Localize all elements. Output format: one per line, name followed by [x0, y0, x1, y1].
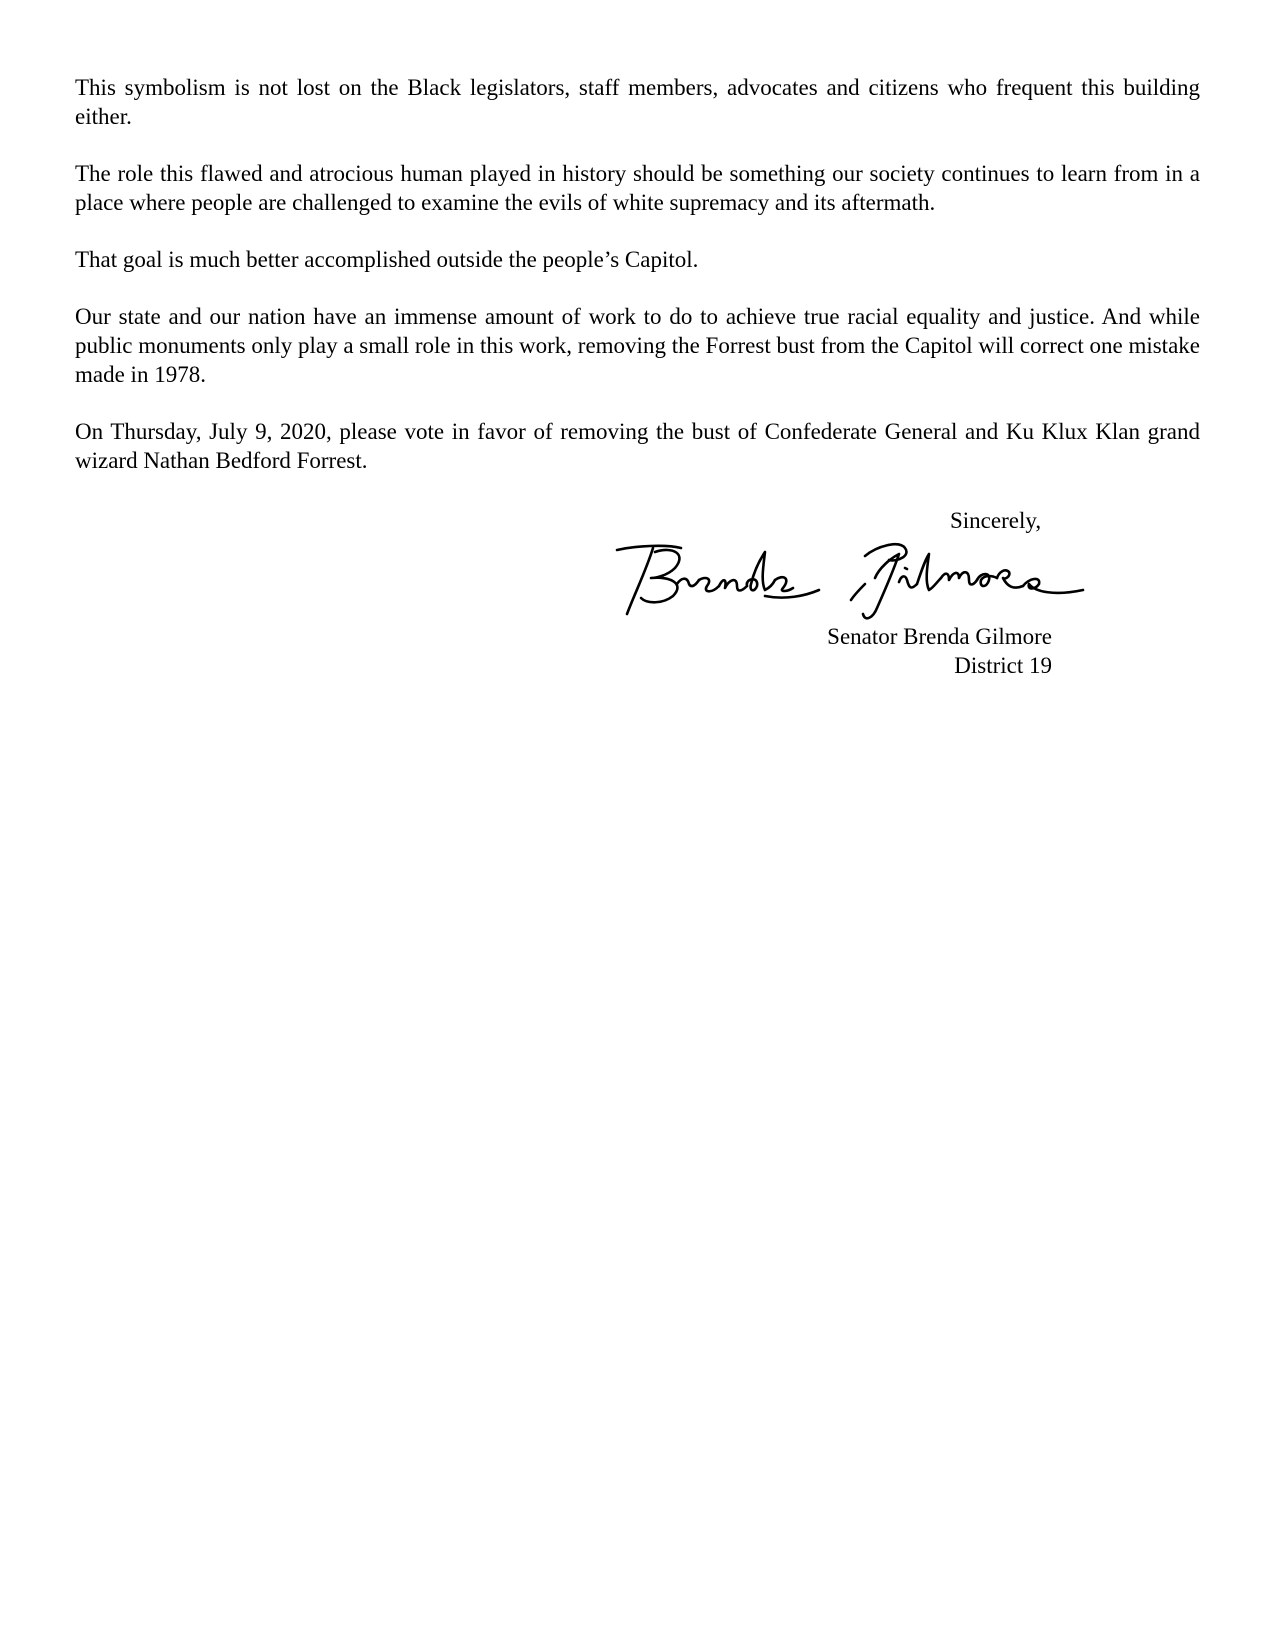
paragraph-work-to-do: Our state and our nation have an immense amount of work to do to achieve true racial equality and justice. And while public monuments only play a small role in this work, removing the Forrest bust from the Capitol will correct one mistake made in 1978.	[75, 304, 1200, 387]
closing-salutation: Sincerely,	[950, 508, 1042, 533]
signer-district: District 19	[954, 653, 1052, 678]
handwritten-signature	[615, 538, 1095, 626]
paragraph-vote-request: On Thursday, July 9, 2020, please vote in favor of removing the bust of Confederate General and Ku Klux Klan grand wizard Nathan Bedford Forrest.	[75, 419, 1200, 473]
signer-name: Senator Brenda Gilmore	[827, 624, 1052, 649]
paragraph-goal: That goal is much better accomplished outside the people’s Capitol.	[75, 247, 699, 272]
letter-body	[75, 73, 1200, 503]
paragraph-symbolism: This symbolism is not lost on the Black legislators, staff members, advocates and citizens who frequent this building either.	[75, 75, 1200, 129]
paragraph-role-in-history: The role this flawed and atrocious human played in history should be something our society continues to learn from in a place where people are challenged to examine the evils of white supremacy and its aftermath.	[75, 161, 1200, 215]
signer-block	[827, 622, 1052, 680]
